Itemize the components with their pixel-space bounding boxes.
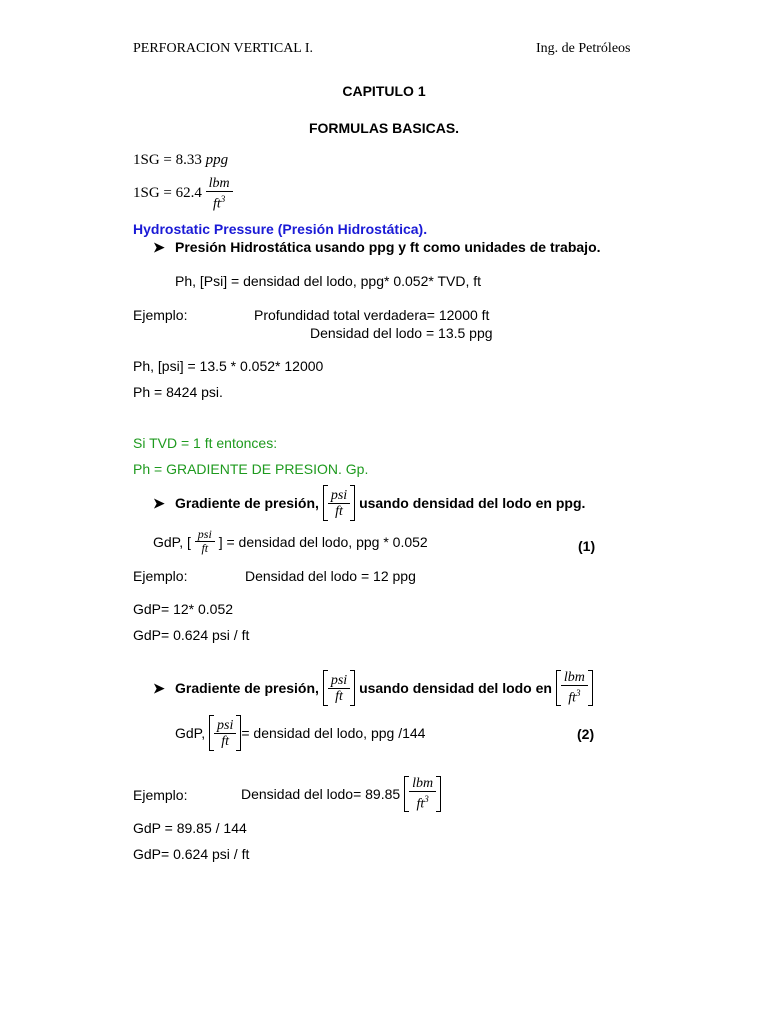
hydrostatic-bullet: ➤ Presión Hidrostática usando ppg y ft como unidades de trabajo. <box>153 239 601 255</box>
gradient-lbm-example-value: Densidad del lodo= 89.85 $\frac{\text{lbm}}{ft^3}$ <box>241 776 441 812</box>
header-left: PERFORACION VERTICAL I. <box>133 41 314 56</box>
example-label: Ejemplo: <box>133 307 188 323</box>
gradient-lbm-bullet: ➤ Gradiente de presión, $\frac{\text{psi}}{ft}$ usando densidad del lodo en $\frac{\text{lbm}}{ft^3}$ <box>153 670 593 706</box>
arrowhead-bullet-icon: ➤ <box>153 494 165 511</box>
gradient-ppg-example-label: Ejemplo: <box>133 568 188 584</box>
bracket-psi-ft: $\frac{\text{psi}}{ft}$ <box>209 715 241 751</box>
equation-number-2: (2) <box>577 726 595 742</box>
example-depth: Profundidad total verdadera= 12000 ft <box>254 307 490 323</box>
tvd-condition: Si TVD = 1 ft entonces: <box>133 435 278 451</box>
gradient-ppg-formula: GdP, [ $\frac{\text{psi}}{ft}$ ] = densidad del lodo, ppg * 0.052 <box>153 527 428 555</box>
bracket-psi-ft: $\frac{\text{psi}}{ft}$ <box>323 485 355 521</box>
bracket-lbm-ft3: $\frac{\text{lbm}}{ft^3}$ <box>556 670 593 706</box>
arrowhead-bullet-icon: ➤ <box>153 239 165 255</box>
conversion-sg-ppg: 1SG = 8.33 ppg <box>133 152 229 168</box>
header-right: Ing. de Petróleos <box>536 41 631 56</box>
hydrostatic-formula: Ph, [Psi] = densidad del lodo, ppg* 0.052* TVD, ft <box>175 273 481 289</box>
gradient-ppg-example-value: Densidad del lodo = 12 ppg <box>245 568 416 584</box>
section-title: FORMULAS BASICAS. <box>308 120 460 136</box>
gradient-ppg-result: GdP= 0.624 psi / ft <box>133 627 250 643</box>
hydrostatic-calc: Ph, [psi] = 13.5 * 0.052* 12000 <box>133 358 324 374</box>
chapter-title: CAPITULO 1 <box>342 83 426 99</box>
gradient-definition: Ph = GRADIENTE DE PRESION. Gp. <box>133 461 369 477</box>
arrowhead-bullet-icon: ➤ <box>153 679 165 696</box>
gradient-lbm-formula: GdP, $\frac{\text{psi}}{ft}$ = densidad del lodo, ppg /144 <box>175 715 425 751</box>
hydrostatic-heading: Hydrostatic Pressure (Presión Hidrostática). <box>133 221 428 237</box>
hydrostatic-result: Ph = 8424 psi. <box>133 384 223 400</box>
gradient-lbm-result: GdP= 0.624 psi / ft <box>133 846 250 862</box>
gradient-ppg-bullet: ➤ Gradiente de presión, $\frac{\text{psi}}{ft}$ usando densidad del lodo en ppg. <box>153 485 585 521</box>
gradient-ppg-calc: GdP= 12* 0.052 <box>133 601 234 617</box>
bracket-psi-ft: $\frac{\text{psi}}{ft}$ <box>323 670 355 706</box>
gradient-lbm-example-label: Ejemplo: <box>133 787 188 803</box>
equation-number-1: (1) <box>578 538 596 554</box>
conversion-sg-lbm: 1SG = 62.4 $\frac{\text{lbm}}{ft^3}$ <box>133 176 233 212</box>
gradient-lbm-calc: GdP = 89.85 / 144 <box>133 820 247 836</box>
example-density: Densidad del lodo = 13.5 ppg <box>310 325 493 341</box>
bracket-lbm-ft3: $\frac{\text{lbm}}{ft^3}$ <box>404 776 441 812</box>
